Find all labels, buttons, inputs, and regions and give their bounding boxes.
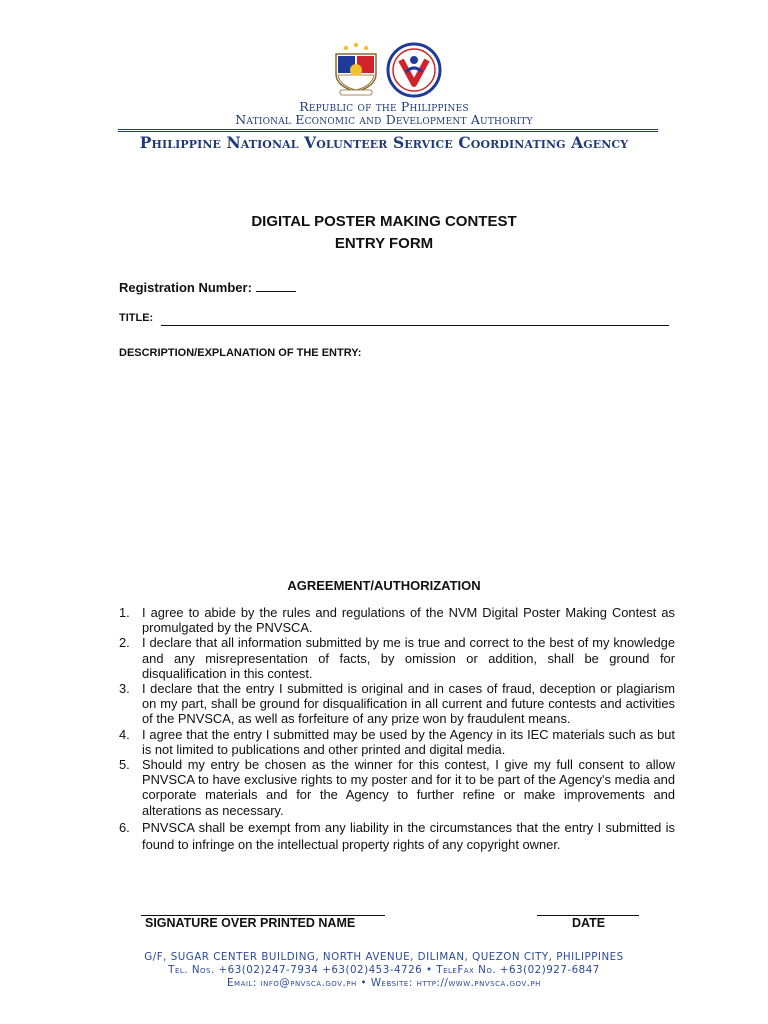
form-subtitle: ENTRY FORM bbox=[334, 235, 434, 252]
signature-label: SIGNATURE OVER PRINTED NAME bbox=[145, 916, 356, 930]
pnvsca-logo-icon bbox=[386, 42, 442, 98]
republic-line: Republic of the Philippines bbox=[299, 99, 469, 114]
date-label: DATE bbox=[572, 916, 606, 930]
agreement-item: 1. I agree to abide by the rules and regulations of the NVM Digital Poster Making Contest as promulgated by the PNVSCA. bbox=[119, 605, 675, 636]
title-blank-line bbox=[161, 325, 669, 326]
footer-address: G/F, SUGAR CENTER BUILDING, NORTH AVENUE, DILIMAN, QUEZON CITY, PHILIPPINES bbox=[144, 951, 624, 963]
footer-web: Email: info@pnvsca.gov.ph • Website: http://www.pnvsca.gov.ph bbox=[227, 977, 541, 989]
registration-number-blank bbox=[256, 279, 296, 292]
registration-number-label: Registration Number: bbox=[119, 280, 252, 295]
registration-number-field bbox=[119, 279, 296, 295]
agreement-item: 2. I declare that all information submitted by me is true and correct to the best of my knowledge and any misrepresentation of facts, by omission or addition, shall be ground for disqualification in this contest. bbox=[119, 635, 675, 681]
header-rule-bottom bbox=[118, 131, 658, 132]
agreement-item: 4. I agree that the entry I submitted may be used by the Agency in its IEC materials such as but is not limited to publications and other printed and digital media. bbox=[119, 726, 675, 757]
description-field-label: DESCRIPTION/EXPLANATION OF THE ENTRY: bbox=[119, 347, 362, 359]
philippine-seal-icon bbox=[328, 40, 384, 96]
agreement-item: 6. PNVSCA shall be exempt from any liability in the circumstances that the entry I submitted is found to infringe on the intellectual property rights of any copyright owner. bbox=[119, 819, 675, 852]
agreement-item: 5. Should my entry be chosen as the winner for this contest, I give my full consent to allow PNVSCA to have exclusive rights to my poster and for it to be part of the Agency's media and corporate materials and for the Agency to further refine or make improvements and alterations as necessary. bbox=[119, 757, 675, 818]
header-logos bbox=[328, 40, 448, 100]
neda-line: National Economic and Development Authority bbox=[235, 112, 533, 127]
title-field-label: TITLE: bbox=[119, 312, 154, 324]
agreement-heading: AGREEMENT/AUTHORIZATION bbox=[287, 578, 481, 593]
agreement-list bbox=[119, 605, 675, 853]
agreement-item: 3. I declare that the entry I submitted is original and in cases of fraud, deception or plagiarism on my part, shall be ground for disqualification in all current and future contests and activities of the PNVSCA, as well as forfeiture of any prize won by fraudulent means. bbox=[119, 681, 675, 727]
form-title: DIGITAL POSTER MAKING CONTEST bbox=[251, 213, 517, 230]
header-rule-top bbox=[118, 129, 658, 130]
agency-name: Philippine National Volunteer Service Coordinating Agency bbox=[139, 133, 629, 152]
footer-phones: Tel. Nos. +63(02)247-7934 +63(02)453-4726 • TeleFax No. +63(02)927-6847 bbox=[168, 964, 600, 976]
